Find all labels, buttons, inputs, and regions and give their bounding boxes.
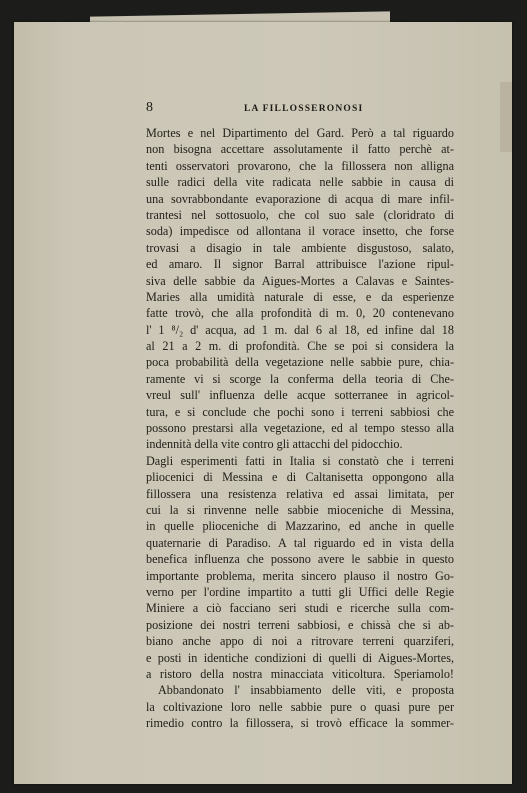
- text-line: cui la si rinvenne nelle sabbie mioceniche di Messina,: [146, 502, 454, 517]
- text-line: benefica influenza che possono avere le sabbie in questo: [146, 552, 454, 567]
- text-line: poca probabilità della vegetazione nelle sabbie pure, chia-: [146, 355, 454, 370]
- text-line: tura, e si conclude che pochi sono i terreni sabbiosi che: [146, 404, 454, 419]
- text-line: tenti osservatori provarono, che la fillossera non alligna: [146, 158, 454, 173]
- text-line: Mortes e nel Dipartimento del Gard. Però a tal riguardo: [146, 126, 454, 140]
- text-line: importante problema, merita sincero plauso il nostro Go-: [146, 568, 454, 583]
- text-line: Dagli esperimenti fatti in Italia si constatò che i terreni: [146, 453, 454, 468]
- text-line: fatte trovò, che alla profondità di m. 0, 20 contenevano: [146, 306, 454, 321]
- text-line: pliocenici di Messina e di Caltanisetta oppongono alla: [146, 470, 454, 485]
- text-line: quaternarie di Paradiso. A tal riguardo ed in vista della: [146, 535, 454, 550]
- text-line: al 21 a 2 m. di profondità. Che se poi si considera la: [146, 339, 454, 354]
- page-fold: [500, 82, 512, 152]
- text-line: indennità della vite contro gli attacchi del pidocchio.: [146, 437, 403, 452]
- text-line: una sovrabbondante evaporazione di acqua di mare infil-: [146, 191, 454, 206]
- text-line: ramente vi si scorge la conferma della teoria di Che-: [146, 371, 454, 386]
- text-line: sulle radici della vite radicata nelle sabbie in causa di: [146, 175, 454, 190]
- page-number: 8: [146, 100, 153, 115]
- text-line: l' 1 ⁸/₂ d' acqua, ad 1 m. dal 6 al 18, ed infine dal 18: [146, 322, 454, 337]
- text-line: biano anche appo di noi a ritrovare terreni quarziferi,: [146, 634, 454, 649]
- text-line: trantesi nel sottosuolo, che col suo sale (cloridrato di: [146, 207, 454, 222]
- text-line: fillossera una resistenza relativa ed assai limitata, per: [146, 486, 454, 501]
- text-line: vreul sull' influenza delle acque sotterranee in agricol-: [146, 388, 454, 403]
- text-line: in quelle plioceniche di Mazzarino, ed anche in quelle: [146, 519, 454, 534]
- text-line: verno per l'ordine impartito a tutti gli Uffici delle Regie: [146, 584, 454, 599]
- text-line: siva delle sabbie da Aigues-Mortes a Calavas e Saintes-: [146, 273, 454, 288]
- text-line: ed amaro. Il signor Barral attribuisce l'azione ripul-: [146, 257, 454, 272]
- running-head: LA FILLOSSERONOSI: [244, 104, 364, 114]
- text-line: trovasi a disagio in tale ambiente disgustoso, salato,: [146, 240, 454, 255]
- text-line: soda) impedisce od allontana il vorace insetto, che forse: [146, 224, 454, 239]
- text-line: possono prestarsi alla vegetazione, ed al tempo stesso alla: [146, 421, 454, 436]
- text-line: Abbandonato l' insabbiamento delle viti, e proposta: [158, 683, 454, 698]
- text-line: e posti in identiche condizioni di quelli di Aigues-Mortes,: [146, 650, 454, 665]
- text-line: rimedio contro la fillossera, si trovò efficace la sommer-: [146, 716, 454, 731]
- text-line: non bisogna accettare assolutamente il fatto perchè at-: [146, 142, 454, 157]
- text-line: la coltivazione loro nelle sabbie pure o quasi pure per: [146, 699, 454, 714]
- body-text: [146, 125, 454, 731]
- text-line: Maries alla umidità naturale di esse, e da esperienze: [146, 289, 454, 304]
- page-header: [146, 101, 454, 115]
- text-line: Miniere a ciò facciano seri studi e ricerche sulla com-: [146, 601, 454, 616]
- text-line: a ristoro della nostra minacciata viticoltura. Speriamolo!: [146, 666, 454, 681]
- text-line: posizione dei nostri terreni sabbiosi, e chissà che si ab-: [146, 617, 454, 632]
